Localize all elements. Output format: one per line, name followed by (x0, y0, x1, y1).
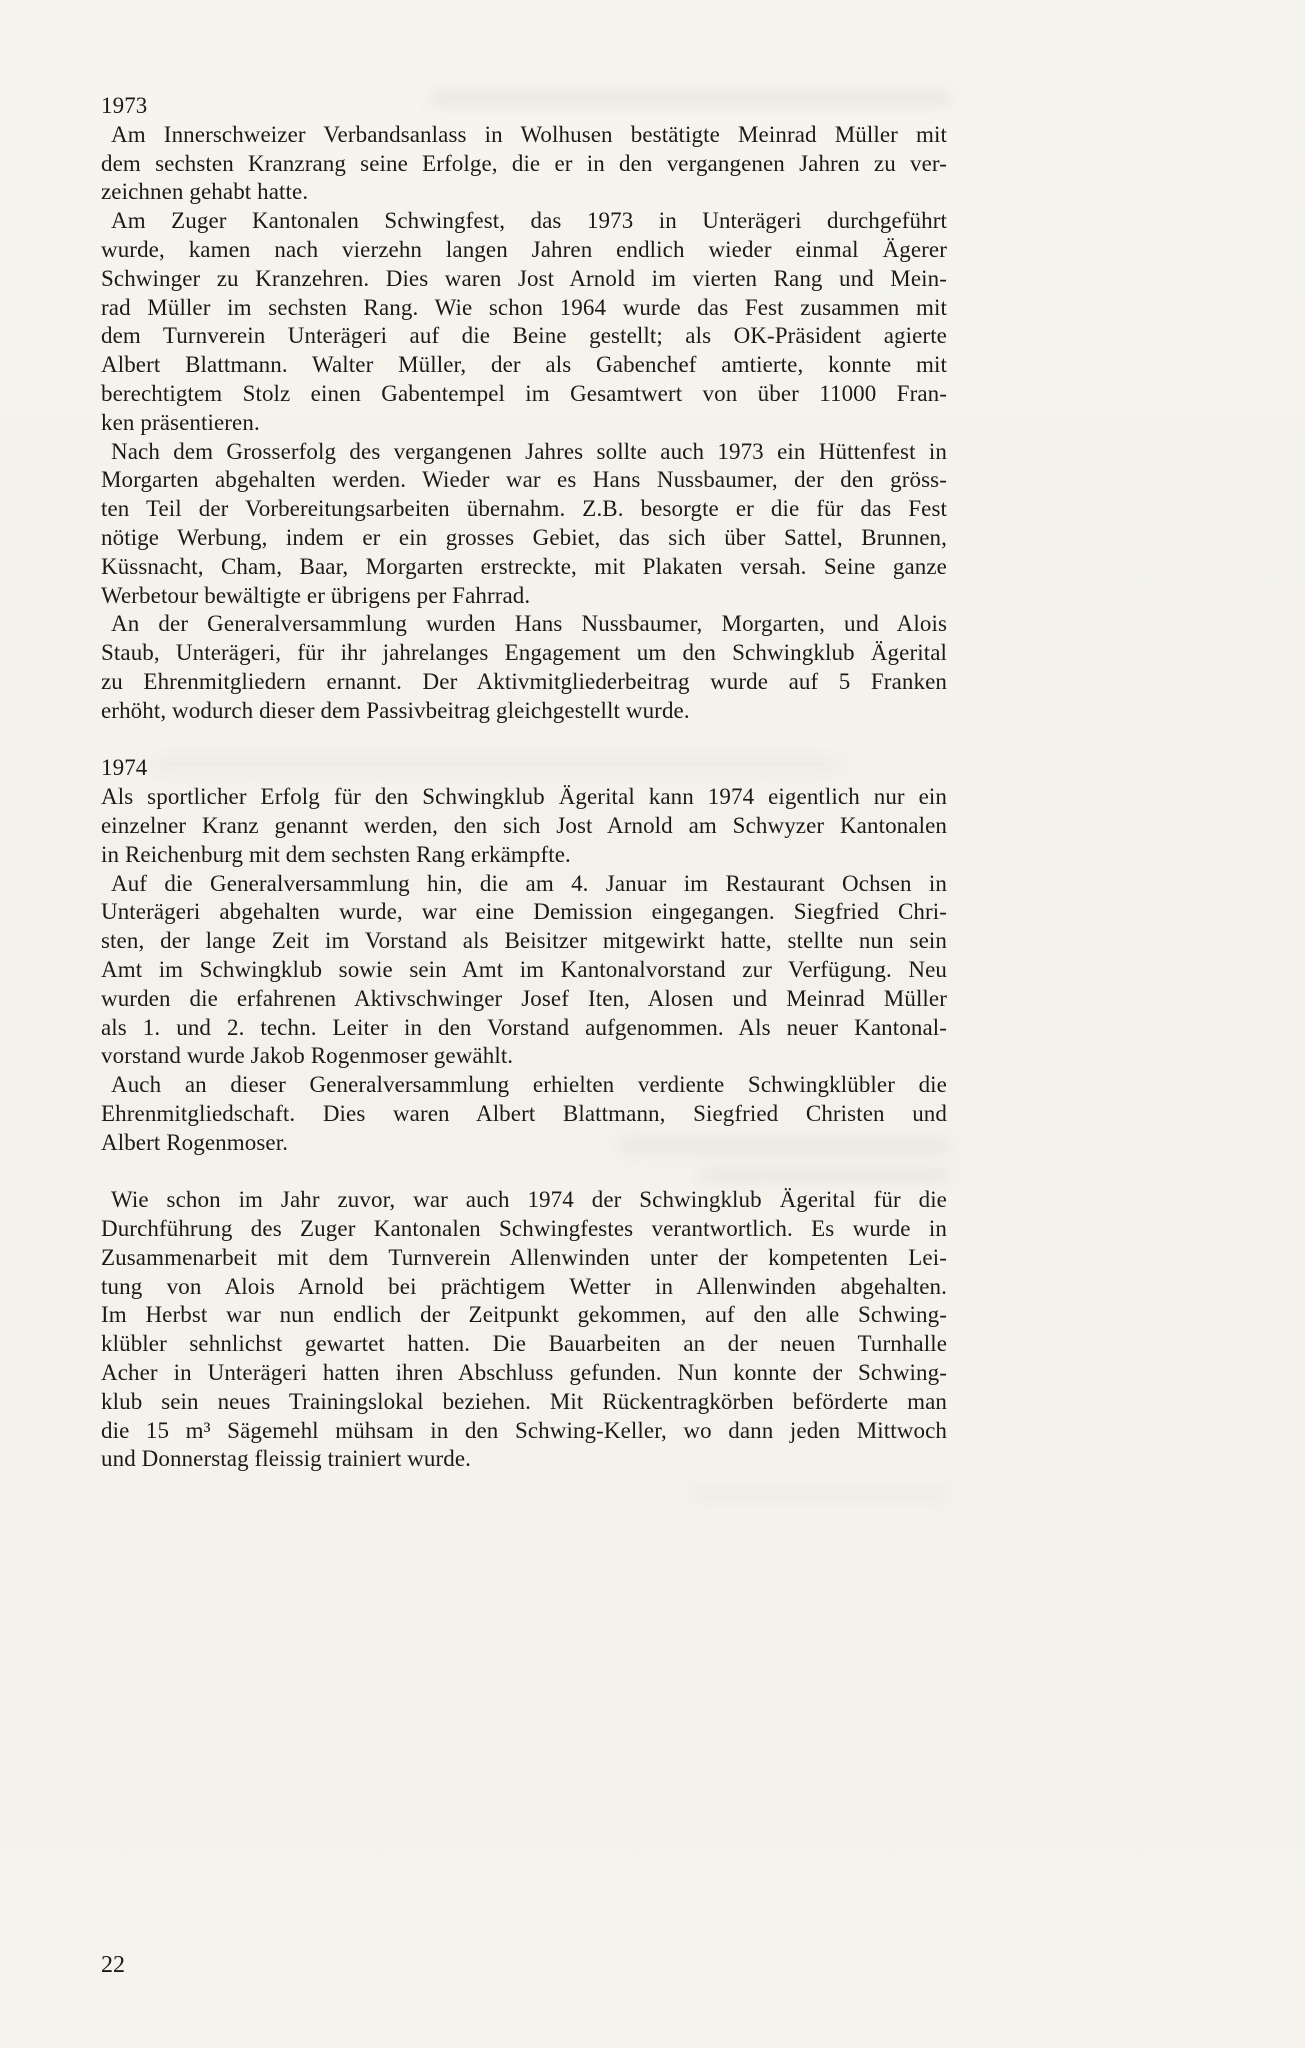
text-line: tung von Alois Arnold bei prächtigem Wetter in Allenwinden abgehalten. (101, 1273, 947, 1299)
paragraph (101, 121, 947, 207)
text-line: Wie schon im Jahr zuvor, war auch 1974 der Schwingklub Ägerital für die (111, 1187, 947, 1213)
text-line: Staub, Unterägeri, für ihr jahrelanges Engagement um den Schwingklub Ägerital (101, 640, 947, 666)
text-line: erhöht, wodurch dieser dem Passivbeitrag gleichgestellt wurde. (101, 697, 690, 723)
paragraph (101, 610, 947, 725)
text-line: Im Herbst war nun endlich der Zeitpunkt gekommen, auf den alle Schwing- (101, 1302, 947, 1328)
text-line: klub sein neues Trainingslokal beziehen. Mit Rückentragkörben beförderte man (101, 1388, 947, 1414)
text-line: einzelner Kranz genannt werden, den sich Jost Arnold am Schwyzer Kantonalen (101, 812, 947, 838)
text-line: Ehrenmitgliedschaft. Dies waren Albert Blattmann, Siegfried Christen und (101, 1100, 947, 1126)
paragraph (101, 783, 947, 869)
paragraph (101, 207, 947, 437)
text-line: Werbetour bewältigte er übrigens per Fahrrad. (101, 582, 531, 608)
text-line: Morgarten abgehalten werden. Wieder war es Hans Nussbaumer, der den gröss- (101, 467, 947, 493)
text-line: Auch an dieser Generalversammlung erhielten verdiente Schwingklübler die (111, 1072, 947, 1098)
year-heading: 1974 (101, 755, 148, 781)
text-line: Auf die Generalversammlung hin, die am 4. Januar im Restaurant Ochsen in (111, 870, 947, 896)
text-line: dem Turnverein Unterägeri auf die Beine gestellt; als OK-Präsident agierte (101, 323, 947, 349)
text-line: ten Teil der Vorbereitungsarbeiten übernahm. Z.B. besorgte er die für das Fest (101, 496, 947, 522)
text-line: dem sechsten Kranzrang seine Erfolge, die er in den vergangenen Jahren zu ver- (101, 150, 947, 176)
text-line: Amt im Schwingklub sowie sein Amt im Kantonalvorstand zur Verfügung. Neu (101, 956, 947, 982)
text-line: wurden die erfahrenen Aktivschwinger Josef Iten, Alosen und Meinrad Müller (101, 985, 947, 1011)
text-line: Küssnacht, Cham, Baar, Morgarten erstreckte, mit Plakaten versah. Seine ganze (101, 553, 947, 579)
text-line: Als sportlicher Erfolg für den Schwingklub Ägerital kann 1974 eigentlich nur ein (101, 784, 947, 810)
text-line: Nach dem Grosserfolg des vergangenen Jahres sollte auch 1973 ein Hüttenfest in (111, 438, 947, 464)
text-column (101, 92, 947, 1474)
text-line: zu Ehrenmitgliedern ernannt. Der Aktivmitgliederbeitrag wurde auf 5 Franken (101, 668, 947, 694)
text-line: wurde, kamen nach vierzehn langen Jahren endlich wieder einmal Ägerer (101, 236, 947, 262)
scan-show-through-artifact (690, 1488, 950, 1501)
text-line: und Donnerstag fleissig trainiert wurde. (101, 1446, 471, 1472)
text-line: Acher in Unterägeri hatten ihren Abschluss gefunden. Nun konnte der Schwing- (101, 1360, 947, 1386)
text-line: Schwinger zu Kranzehren. Dies waren Jost Arnold im vierten Rang und Mein- (101, 265, 947, 291)
text-line: zeichnen gehabt hatte. (101, 179, 309, 205)
text-line: berechtigtem Stolz einen Gabentempel im Gesamtwert von über 11000 Fran- (101, 380, 947, 406)
text-line: rad Müller im sechsten Rang. Wie schon 1964 wurde das Fest zusammen mit (101, 294, 947, 320)
year-heading: 1973 (101, 93, 148, 118)
text-line: klübler sehnlichst gewartet hatten. Die Bauarbeiten an der neuen Turnhalle (101, 1331, 947, 1357)
text-line: sten, der lange Zeit im Vorstand als Beisitzer mitgewirkt hatte, stellte nun sein (101, 928, 947, 954)
paragraph (101, 1071, 947, 1157)
text-line: vorstand wurde Jakob Rogenmoser gewählt. (101, 1043, 514, 1069)
text-line: Unterägeri abgehalten wurde, war eine Demission eingegangen. Siegfried Chri- (101, 899, 947, 925)
paragraph (101, 438, 947, 611)
text-line: in Reichenburg mit dem sechsten Rang erkämpfte. (101, 841, 571, 867)
text-line: Am Zuger Kantonalen Schwingfest, das 1973 in Unterägeri durchgeführt (111, 208, 947, 234)
text-line: ken präsentieren. (101, 409, 260, 435)
text-line: die 15 m³ Sägemehl mühsam in den Schwing-Keller, wo dann jeden Mittwoch (101, 1417, 947, 1443)
text-line: nötige Werbung, indem er ein grosses Gebiet, das sich über Sattel, Brunnen, (101, 524, 947, 550)
paragraph-gap (101, 726, 947, 755)
paragraph (101, 870, 947, 1072)
text-line: Durchführung des Zuger Kantonalen Schwingfestes verantwortlich. Es wurde in (101, 1216, 947, 1242)
text-line: als 1. und 2. techn. Leiter in den Vorstand aufgenommen. Als neuer Kantonal- (101, 1014, 947, 1040)
text-line: Zusammenarbeit mit dem Turnverein Allenwinden unter der kompetenten Lei- (101, 1244, 947, 1270)
text-line: An der Generalversammlung wurden Hans Nussbaumer, Morgarten, und Alois (111, 611, 947, 637)
text-line: Am Innerschweizer Verbandsanlass in Wolhusen bestätigte Meinrad Müller mit (111, 121, 947, 147)
page-number: 22 (101, 1952, 125, 1978)
paragraph-gap (101, 1157, 947, 1186)
paragraph (101, 1186, 947, 1474)
text-line: Albert Rogenmoser. (101, 1129, 289, 1155)
text-line: Albert Blattmann. Walter Müller, der als Gabenchef amtierte, konnte mit (101, 352, 947, 378)
